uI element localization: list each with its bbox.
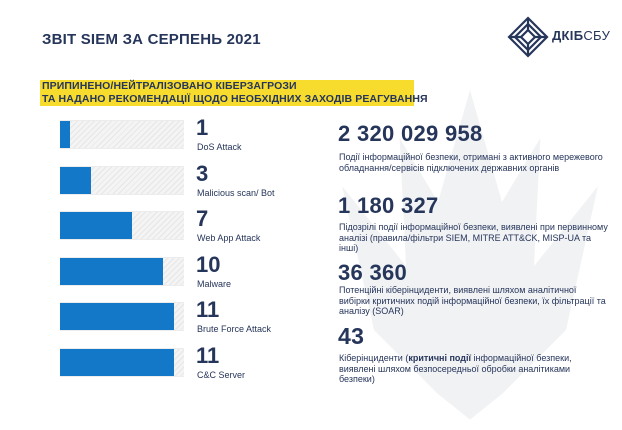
bar-category-label-1: Malicious scan/ Bot	[197, 187, 275, 198]
header-line-1: ПРИПИНЕНО/НЕЙТРАЛІЗОВАНО КІБЕРЗАГРОЗИ	[42, 80, 297, 92]
report-title: ЗВІТ SIEM ЗА СЕРПЕНЬ 2021	[42, 31, 261, 48]
stat-value-events: 2 320 029 958	[338, 121, 483, 146]
bar-category-label-0: DoS Attack	[197, 142, 242, 152]
bar-value-label-1: 3	[196, 160, 209, 186]
bar-track-2	[60, 211, 184, 240]
bar-value-label-3: 10	[196, 251, 221, 277]
bar-category-label-4: Brute Force Attack	[197, 324, 272, 334]
bar-track-0	[60, 120, 184, 149]
bar-value-label-5: 11	[196, 342, 220, 368]
bar-4	[60, 303, 174, 330]
header-line-2: ТА НАДАНО РЕКОМЕНДАЦІЇ ЩОДО НЕОБХІДНИХ ЗАХОДІВ РЕАГУВАННЯ	[42, 93, 428, 105]
stat-value-suspicious: 1 180 327	[338, 193, 439, 218]
bar-value-label-2: 7	[196, 206, 209, 231]
bar-category-label-3: Malware	[197, 278, 232, 289]
stat-value-incidents: 43	[338, 323, 365, 349]
stat-desc-events: Події інформаційної безпеки, отримані з активного мережевого обладнання/сервісів підключених державних органів	[339, 152, 603, 173]
bar-0	[60, 121, 70, 148]
bar-1	[60, 167, 91, 194]
dkib-logo-icon	[506, 15, 550, 59]
stat-desc-suspicious: Підозрілі події інформаційної безпеки, виявлені при первинному аналізі (правила/фільтри SIEM, MITRE ATT&CK, MISP-UA та інші)	[339, 222, 608, 253]
bar-category-label-2: Web App Attack	[197, 233, 261, 243]
bar-3	[60, 258, 163, 285]
brand-name: ДКІБСБУ	[552, 28, 611, 43]
bar-track-5	[60, 348, 184, 377]
bar-track-4	[60, 302, 184, 331]
bar-value-label-0: 1	[196, 115, 209, 140]
bar-track-1	[60, 166, 184, 195]
stat-desc-incidents: Кіберінциденти (критичні події інформаційної безпеки, виявлені шляхом безпосередньої обробки аналітиками безпеки)	[339, 353, 572, 384]
bar-5	[60, 349, 174, 376]
stat-value-potential: 36 360	[338, 260, 408, 285]
bar-track-3	[60, 257, 184, 286]
bar-value-label-4: 11	[196, 297, 220, 322]
bar-category-label-5: C&C Server	[197, 369, 246, 380]
bar-2	[60, 212, 132, 239]
stat-desc-potential: Потенційні кіберінциденти, виявлені шляхом аналітичної вибірки критичних подій інформаційної безпеки, їх фільтрації та аналізу (SOAR)	[339, 285, 606, 316]
